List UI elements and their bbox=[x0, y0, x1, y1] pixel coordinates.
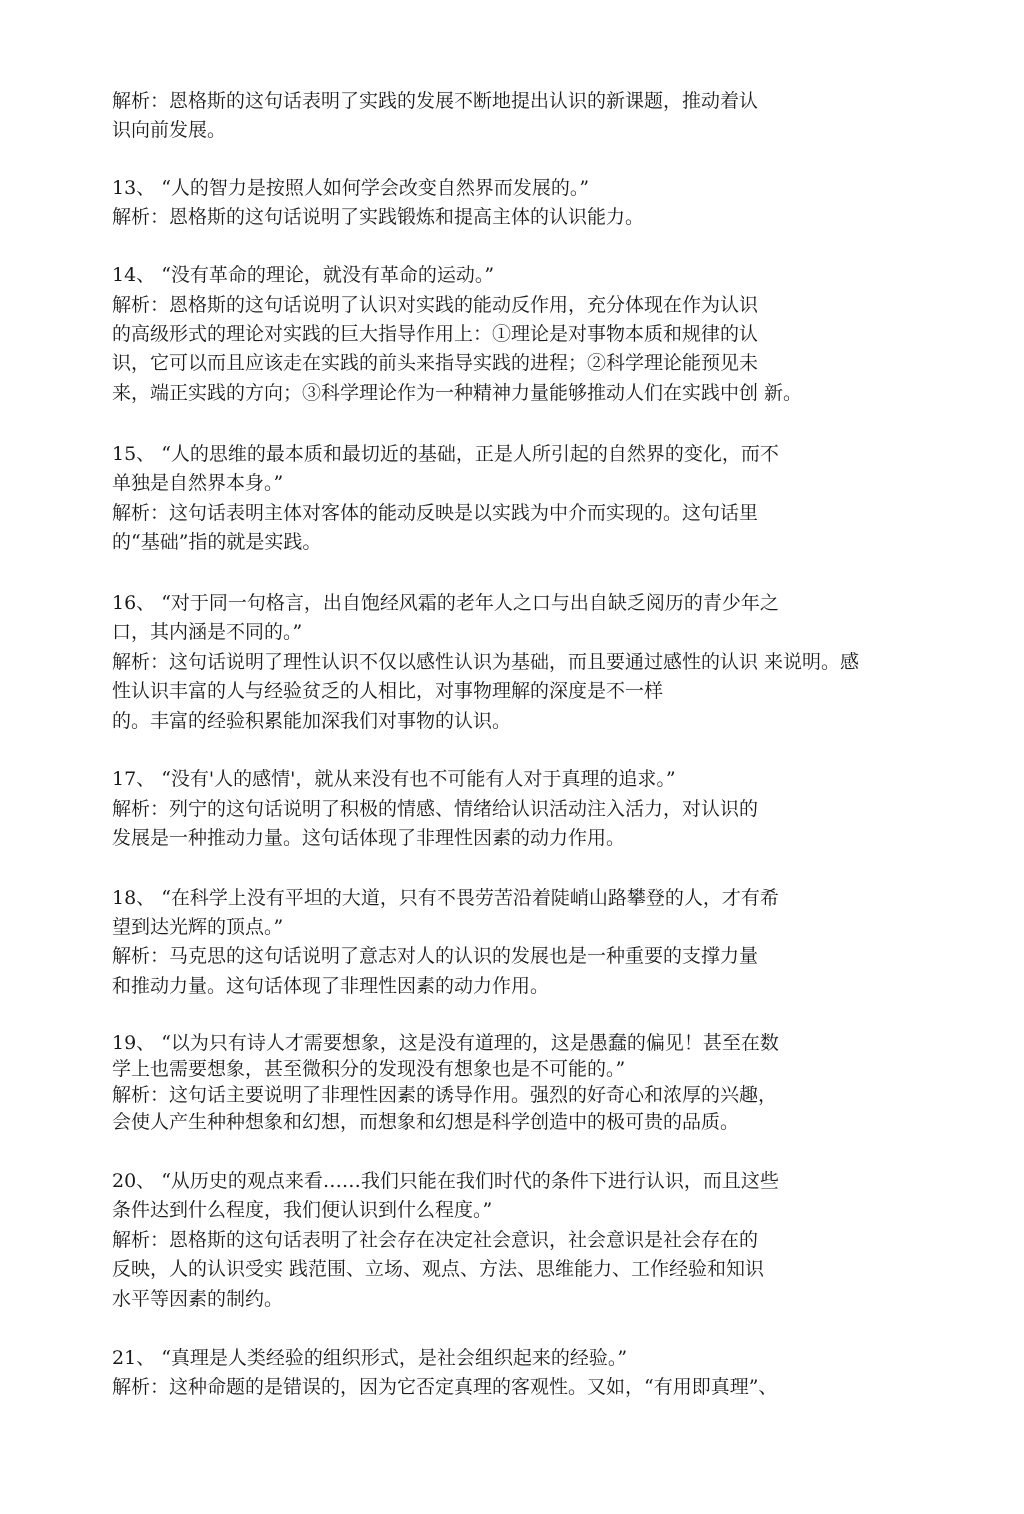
question-21: 21、 “真理是人类经验的组织形式，是社会组织起来的经验。” bbox=[112, 1347, 628, 1369]
analysis-14: 解析：恩格斯的这句话说明了认识对实践的能动反作用，充分体现在作为认识 bbox=[112, 294, 759, 316]
question-15: 15、 “人的思维的最本质和最切近的基础，正是人所引起的自然界的变化，而不 bbox=[112, 443, 779, 465]
question-14: 14、 “没有革命的理论，就没有革命的运动。” bbox=[112, 264, 495, 286]
analysis-17: 解析：列宁的这句话说明了积极的情感、情绪给认识活动注入活力，对认识的 bbox=[112, 798, 759, 820]
text-line: 学上也需要想象，甚至微积分的发现没有想象也是不可能的。” bbox=[112, 1058, 626, 1080]
analysis-15: 解析：这句话表明主体对客体的能动反映是以实践为中介而实现的。这句话里 bbox=[112, 502, 759, 524]
text-line: 望到达光辉的顶点。” bbox=[112, 916, 284, 938]
question-16: 16、 “对于同一句格言，出自饱经风霜的老年人之口与出自缺乏阅历的青少年之 bbox=[112, 592, 779, 614]
text-line: 口，其内涵是不同的。” bbox=[112, 621, 303, 643]
text-line: 和推动力量。这句话体现了非理性因素的动力作用。 bbox=[112, 975, 550, 997]
text-line: 单独是自然界本身。” bbox=[112, 472, 284, 494]
text-line: 性认识丰富的人与经验贫乏的人相比，对事物理解的深度是不一样 bbox=[112, 680, 664, 702]
analysis-13: 解析：恩格斯的这句话说明了实践锻炼和提高主体的认识能力。 bbox=[112, 206, 645, 228]
text-line: 反映，人的认识受实 践范围、立场、观点、方法、思维能力、工作经验和知识 bbox=[112, 1258, 765, 1280]
question-13: 13、 “人的智力是按照人如何学会改变自然界而发展的。” bbox=[112, 177, 590, 199]
analysis-21: 解析：这种命题的是错误的，因为它否定真理的客观性。又如，“有用即真理”、 bbox=[112, 1376, 778, 1398]
question-19: 19、 “以为只有诗人才需要想象，这是没有道理的，这是愚蠢的偏见！甚至在数 bbox=[112, 1032, 779, 1054]
text-line: 解析：恩格斯的这句话表明了实践的发展不断地提出认识的新课题，推动着认 bbox=[112, 90, 759, 112]
analysis-16: 解析：这句话说明了理性认识不仅以感性认识为基础，而且要通过感性的认识 来说明。感 bbox=[112, 651, 860, 673]
text-line: 发展是一种推动力量。这句话体现了非理性因素的动力作用。 bbox=[112, 827, 626, 849]
analysis-19: 解析：这句话主要说明了非理性因素的诱导作用。强烈的好奇心和浓厚的兴趣， bbox=[112, 1084, 778, 1106]
text-line: 的高级形式的理论对实践的巨大指导作用上：①理论是对事物本质和规律的认 bbox=[112, 323, 759, 345]
text-line: 识，它可以而且应该走在实践的前头来指导实践的进程；②科学理论能预见未 bbox=[112, 352, 759, 374]
text-line: 的。丰富的经验积累能加深我们对事物的认识。 bbox=[112, 710, 512, 732]
text-line: 的“基础”指的就是实践。 bbox=[112, 531, 322, 553]
text-line: 识向前发展。 bbox=[112, 119, 227, 141]
question-18: 18、 “在科学上没有平坦的大道，只有不畏劳苦沿着陡峭山路攀登的人，才有希 bbox=[112, 887, 779, 909]
text-line: 会使人产生种种想象和幻想，而想象和幻想是科学创造中的极可贵的品质。 bbox=[112, 1111, 740, 1133]
analysis-20: 解析：恩格斯的这句话表明了社会存在决定社会意识，社会意识是社会存在的 bbox=[112, 1229, 759, 1251]
text-line: 来，端正实践的方向；③科学理论作为一种精神力量能够推动人们在实践中创 新。 bbox=[112, 382, 803, 404]
text-line: 条件达到什么程度，我们便认识到什么程度。” bbox=[112, 1199, 493, 1221]
analysis-18: 解析：马克思的这句话说明了意志对人的认识的发展也是一种重要的支撑力量 bbox=[112, 945, 759, 967]
text-line: 水平等因素的制约。 bbox=[112, 1288, 284, 1310]
question-17: 17、 “没有'人的感情'，就从来没有也不可能有人对于真理的追求。” bbox=[112, 768, 676, 790]
question-20: 20、 “从历史的观点来看……我们只能在我们时代的条件下进行认识，而且这些 bbox=[112, 1170, 779, 1192]
